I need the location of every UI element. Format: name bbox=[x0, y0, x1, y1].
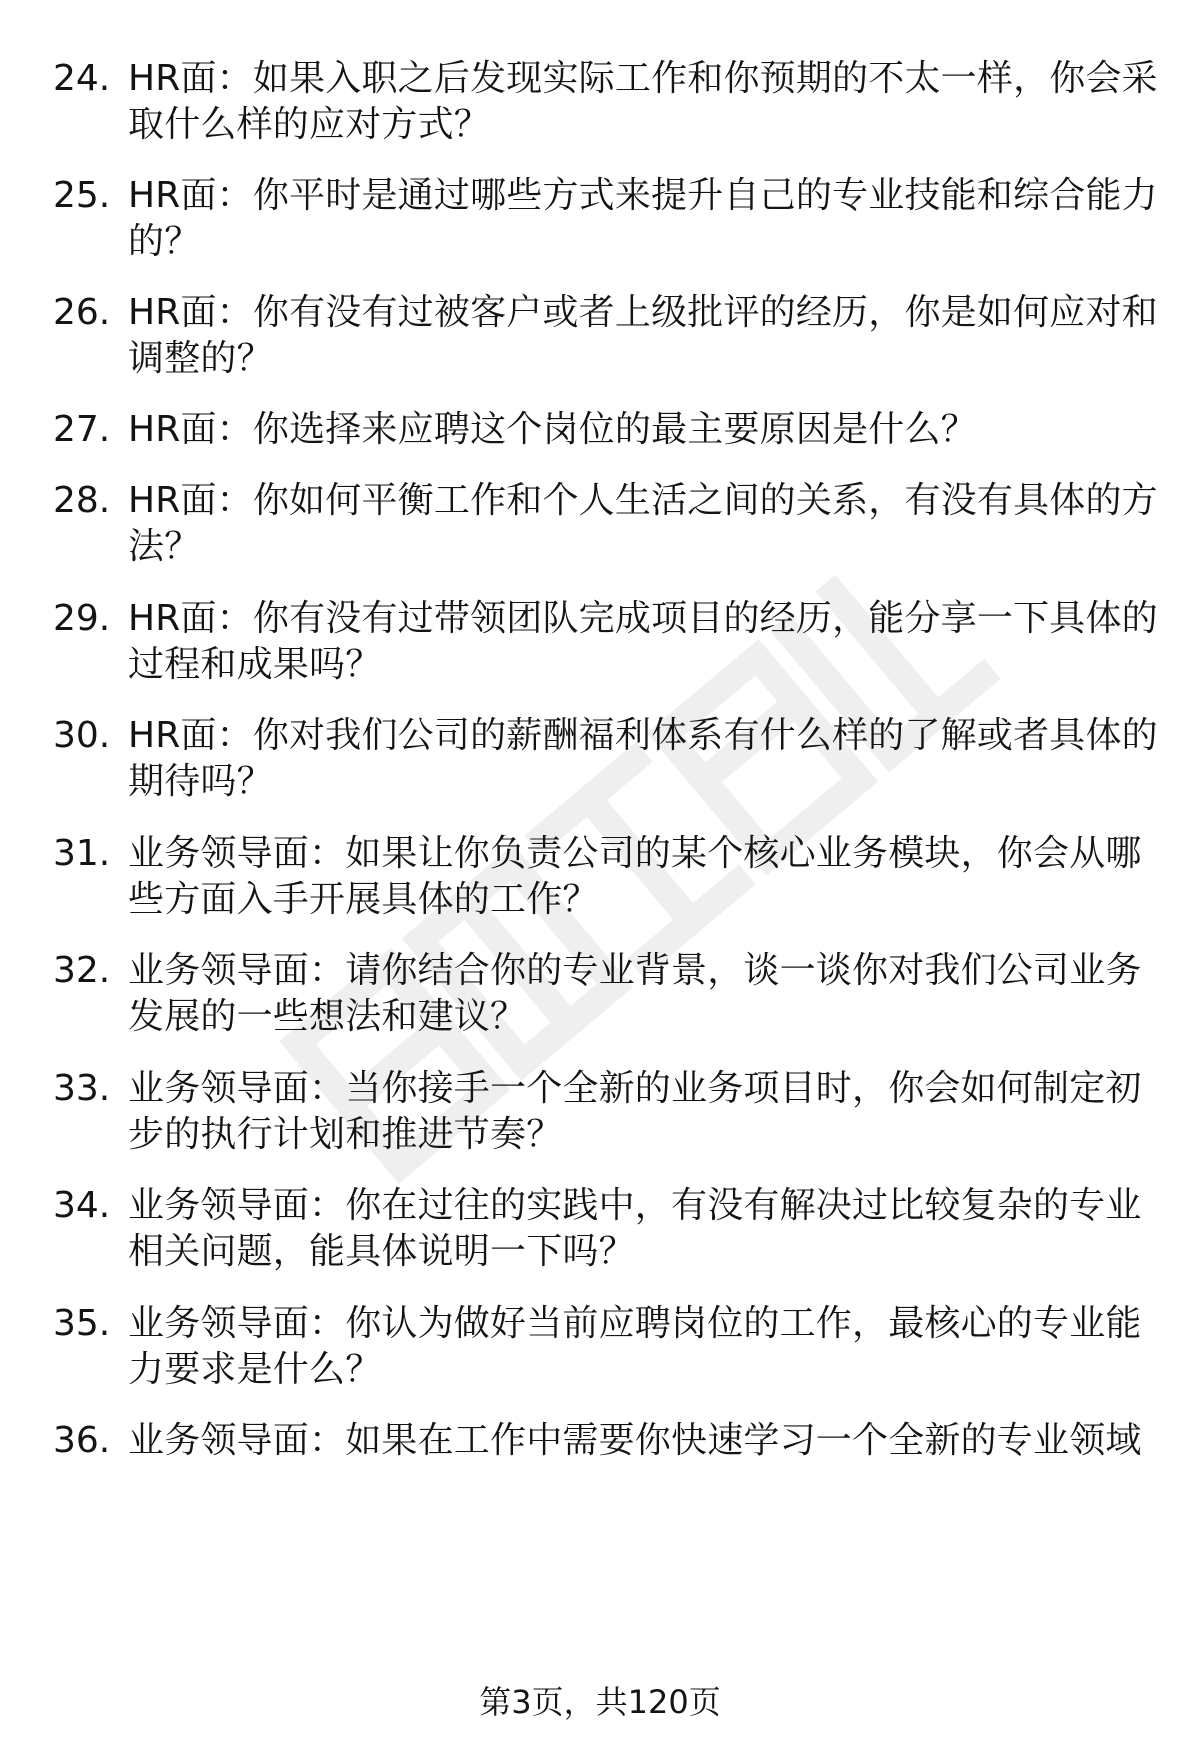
question-number: 34. bbox=[53, 1185, 111, 1226]
question-text-line: 业务领导面：请你结合你的专业背景，谈一谈你对我们公司业务 bbox=[128, 950, 1142, 991]
question-number: 27. bbox=[53, 409, 111, 450]
question-text-line: 发展的一些想法和建议？ bbox=[128, 996, 527, 1037]
question-text-line: HR面：你平时是通过哪些方式来提升自己的专业技能和综合能力 bbox=[128, 175, 1158, 216]
question-text-line: 业务领导面：如果在工作中需要你快速学习一个全新的专业领域 bbox=[128, 1420, 1142, 1461]
question-text-line: HR面：如果入职之后发现实际工作和你预期的不太一样，你会采 bbox=[128, 58, 1158, 99]
question-number: 30. bbox=[53, 715, 111, 756]
question-number: 36. bbox=[53, 1420, 111, 1461]
question-number: 31. bbox=[53, 833, 111, 874]
question-text-line: 业务领导面：你在过往的实践中，有没有解决过比较复杂的专业 bbox=[128, 1185, 1142, 1226]
question-text-line: HR面：你如何平衡工作和个人生活之间的关系，有没有具体的方 bbox=[128, 480, 1158, 521]
question-number: 28. bbox=[53, 480, 111, 521]
question-text-line: 业务领导面：当你接手一个全新的业务项目时，你会如何制定初 bbox=[128, 1068, 1142, 1109]
question-text-line: 业务领导面：你认为做好当前应聘岗位的工作，最核心的专业能 bbox=[128, 1303, 1142, 1344]
question-text-line: 取什么样的应对方式？ bbox=[128, 104, 491, 145]
question-text-line: 期待吗？ bbox=[128, 761, 273, 802]
question-text-line: 调整的？ bbox=[128, 338, 273, 379]
page-number-footer: 第3页，共120页 bbox=[479, 1683, 721, 1721]
question-number: 25. bbox=[53, 175, 111, 216]
question-number: 35. bbox=[53, 1303, 111, 1344]
question-text-line: HR面：你有没有过被客户或者上级批评的经历，你是如何应对和 bbox=[128, 292, 1158, 333]
question-text-line: 法？ bbox=[128, 526, 201, 567]
question-text-line: 步的执行计划和推进节奏？ bbox=[128, 1114, 563, 1155]
question-text-line: 相关问题，能具体说明一下吗？ bbox=[128, 1231, 635, 1272]
question-number: 33. bbox=[53, 1068, 111, 1109]
question-number: 24. bbox=[53, 58, 111, 99]
question-text-line: 的？ bbox=[128, 221, 201, 262]
question-text-line: HR面：你对我们公司的薪酬福利体系有什么样的了解或者具体的 bbox=[128, 715, 1158, 756]
question-text-line: 力要求是什么？ bbox=[128, 1349, 382, 1390]
question-text-line: HR面：你有没有过带领团队完成项目的经历，能分享一下具体的 bbox=[128, 598, 1158, 639]
question-text-line: 些方面入手开展具体的工作？ bbox=[128, 879, 599, 920]
question-number: 29. bbox=[53, 598, 111, 639]
question-text-line: 业务领导面：如果让你负责公司的某个核心业务模块，你会从哪 bbox=[128, 833, 1142, 874]
question-number: 32. bbox=[53, 950, 111, 991]
question-text-line: 过程和成果吗？ bbox=[128, 644, 382, 685]
question-text-line: HR面：你选择来应聘这个岗位的最主要原因是什么？ bbox=[128, 409, 977, 450]
question-number: 26. bbox=[53, 292, 111, 333]
